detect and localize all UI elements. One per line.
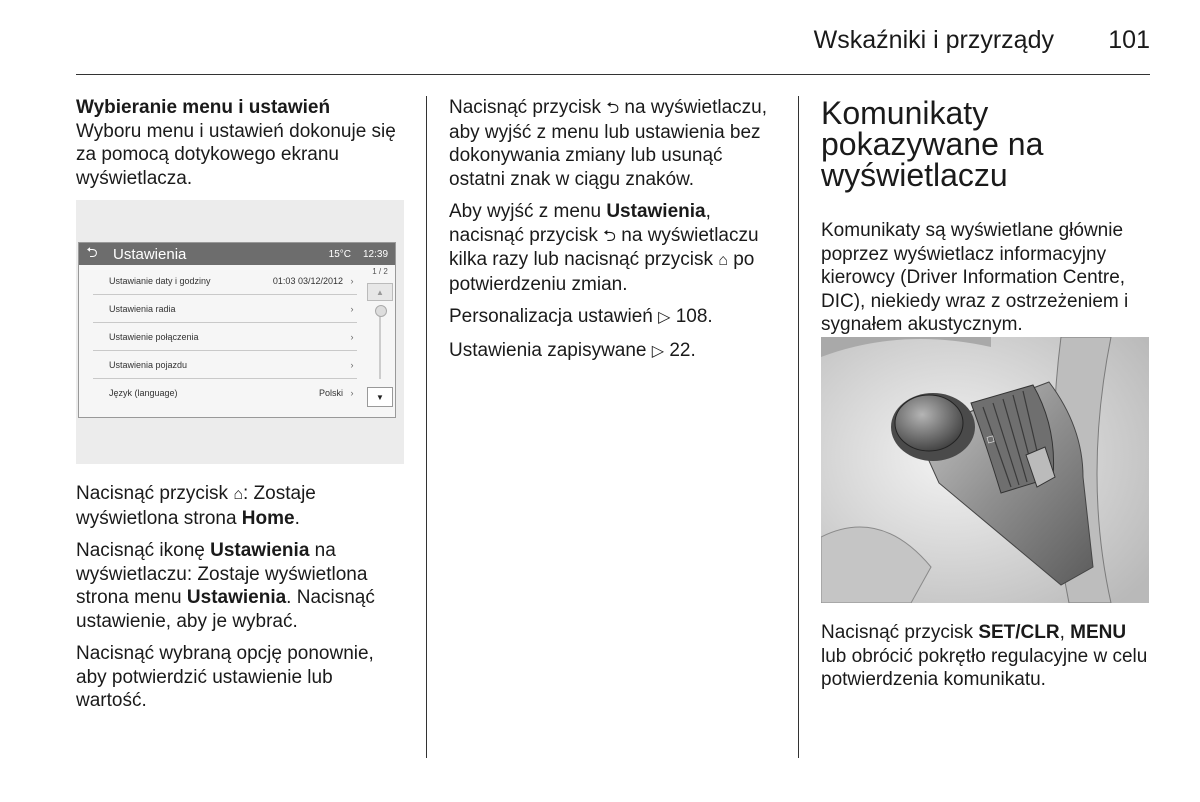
row-label: Ustawienia pojazdu (109, 359, 188, 370)
row-value: Polski (318, 387, 343, 398)
section-heading: Komunikaty pokazywane na wyświetlaczu (821, 95, 1044, 193)
paragraph-back: Nacisnąć przycisk ⮌ na wyświetlaczu, aby wyjść z menu lub ustawienia bez dokonywania zmiany lub usunąć ostatni znak w ciągu znaków. (449, 97, 767, 190)
row-label: Ustawianie daty i godziny (109, 275, 211, 286)
home-icon: ⌂ (718, 252, 728, 269)
settings-list (93, 267, 357, 406)
paragraph-home: Nacisnąć przycisk ⌂: Zostaje wyświetlona strona Home. (76, 483, 316, 529)
settings-row-vehicle (93, 351, 357, 379)
row-label: Ustawienie połączenia (109, 331, 199, 342)
page-number: 101 (1108, 26, 1150, 54)
row-label: Język (language) (109, 387, 178, 398)
paragraph-confirm: Nacisnąć wybraną opcję ponownie, aby potwierdzić ustawienie lub wartość. (76, 643, 374, 711)
settings-row-language (93, 379, 357, 406)
column-2 (449, 96, 779, 372)
paragraph-settings: Nacisnąć ikonę Ustawienia na wyświetlaczu: Zostaje wyświetlona strona menu Ustawienia. Nacisnąć ustawienie, aby je wybrać. (76, 540, 375, 632)
turn-signal-stalk-illustration (821, 337, 1149, 603)
intro-paragraph: Wyboru menu i ustawień dokonuje się za pomocą dotykowego ekranu wyświetlacza. (76, 120, 396, 189)
settings-row-date-time (93, 267, 357, 295)
intro-paragraph: Komunikaty są wyświetlane głównie poprzez wyświetlacz informacyjny kierowcy (Driver Information Centre, DIC), niekiedy wraz z ostrzeżeniem i sygnałem akustycznym. (821, 220, 1129, 335)
chevron-right-icon: › (350, 275, 354, 286)
column-1-lower (76, 482, 406, 722)
settings-row-radio (93, 295, 357, 323)
scroll-track (379, 311, 381, 379)
svg-text:◇: ◇ (981, 431, 999, 447)
reference-saved-settings: Ustawienia zapisywane ▷ 22. (449, 339, 779, 364)
stalk-control-photo (821, 337, 1149, 603)
screen-title-bar (79, 243, 395, 265)
scroll-up-button: ▲ (367, 283, 393, 301)
back-arrow-icon: ⮌ (603, 227, 616, 245)
chevron-right-icon: › (350, 387, 354, 398)
column-divider-1 (426, 96, 427, 758)
header-divider (76, 74, 1150, 75)
settings-screen-illustration (76, 200, 404, 464)
temperature-readout: 15°C (328, 248, 351, 260)
chevron-right-icon: › (350, 303, 354, 314)
chevron-right-icon: › (350, 331, 354, 342)
chevron-right-icon: › (350, 359, 354, 370)
paragraph-exit: Aby wyjść z menu Ustawienia, nacisnąć przycisk ⮌ na wyświetlaczu kilka razy lub nacisnąć przycisk ⌂ po potwierdzeniu zmian. (449, 201, 759, 295)
scroll-controls (367, 267, 393, 415)
section-title: Wskaźniki i przyrządy (813, 26, 1054, 54)
reference-arrow-icon: ▷ (658, 309, 671, 326)
screen-title: Ustawienia (113, 245, 187, 263)
back-arrow-icon: ⮌ (606, 100, 620, 117)
paragraph-confirm-message: Nacisnąć przycisk SET/CLR, MENU lub obrócić pokrętło regulacyjne w celu potwierdzenia komunikatu. (821, 622, 1148, 690)
display-screen (78, 242, 396, 418)
section-heading: Wybieranie menu i ustawień (76, 97, 331, 118)
reference-arrow-icon: ▷ (651, 342, 665, 360)
row-value: 01:03 03/12/2012 (272, 275, 343, 286)
reference-personalization: Personalizacja ustawień ▷ 108. (449, 305, 779, 330)
column-3-lower (821, 621, 1151, 701)
scroll-thumb (375, 305, 387, 317)
home-icon: ⌂ (233, 486, 243, 503)
back-arrow-icon: ⮌ (86, 244, 98, 260)
page-indicator: 1 / 2 (372, 267, 388, 276)
row-label: Ustawienia radia (109, 303, 176, 314)
column-divider-2 (798, 96, 799, 758)
scroll-down-button: ▼ (367, 387, 393, 407)
clock-readout: 12:39 (363, 248, 389, 260)
column-3 (821, 95, 1151, 346)
column-1 (76, 96, 406, 199)
settings-row-connection (93, 323, 357, 351)
